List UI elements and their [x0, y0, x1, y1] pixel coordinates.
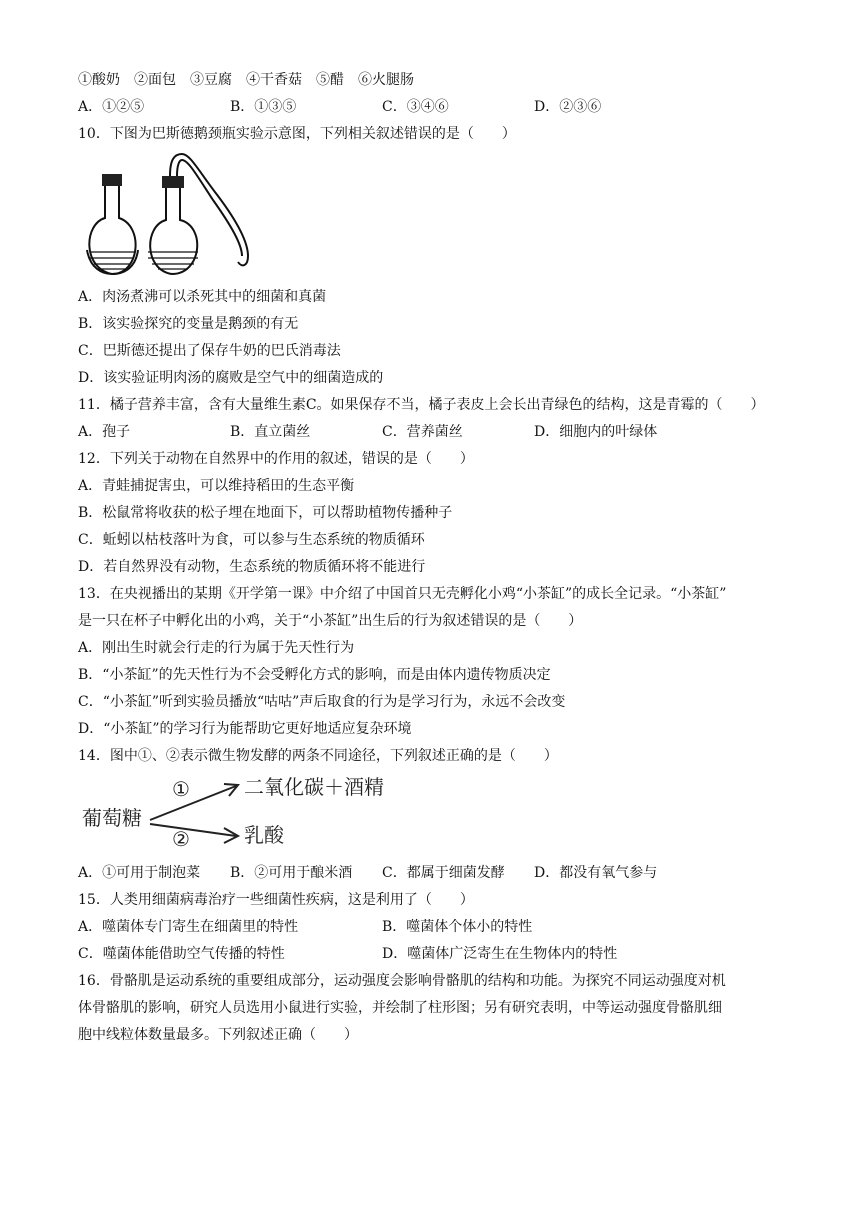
q15-stem: 15．人类用细菌病毒治疗一些细菌性疾病，这是利用了（ ）: [78, 892, 474, 908]
q9-items: ①酸奶 ②面包 ③豆腐 ④干香菇 ⑤醋 ⑥火腿肠: [78, 72, 414, 88]
q12-option-d: D．若自然界没有动物，生态系统的物质循环将不能进行: [78, 559, 426, 575]
q14-option-a: A．①可用于制泡菜: [78, 865, 201, 881]
q14-option-b: B．②可用于酿米酒: [230, 865, 353, 881]
q15-option-d: D．噬菌体广泛寄生在生物体内的特性: [382, 946, 618, 962]
q9-option-d: D．②③⑥: [534, 99, 602, 115]
path2-arrow-line: [150, 824, 236, 836]
q13-option-b: B．“小茶缸”的先天性行为不会受孵化方式的影响，而是由体内遗传物质决定: [78, 667, 551, 683]
q11-option-c: C．营养菌丝: [382, 424, 463, 440]
q13-stem-line1: 13．在央视播出的某期《开学第一课》中介绍了中国首只无壳孵化小鸡“小茶缸”的成长全记录。“小茶缸”: [78, 586, 727, 602]
q12-stem: 12．下列关于动物在自然界中的作用的叙述，错误的是（ ）: [78, 451, 474, 467]
q9-option-b: B．①③⑤: [230, 99, 297, 115]
q10-option-c: C．巴斯德还提出了保存牛奶的巴氏消毒法: [78, 343, 341, 359]
q10-option-d: D．该实验证明肉汤的腐败是空气中的细菌造成的: [78, 370, 384, 386]
gooseneck-flask-figure: [78, 150, 258, 280]
q10-option-b: B．该实验探究的变量是鹅颈的有无: [78, 316, 299, 332]
q16-stem-line3: 胞中线粒体数量最多。下列叙述正确（ ）: [78, 1027, 358, 1043]
q11-stem: 11．橘子营养丰富，含有大量维生素C。如果保存不当，橘子表皮上会长出青绿色的结构，这是青霉的（ ）: [78, 397, 765, 413]
q12-option-a: A．青蛙捕捉害虫，可以维持稻田的生态平衡: [78, 478, 355, 494]
q15-option-a: A．噬菌体专门寄生在细菌里的特性: [78, 919, 299, 935]
q13-stem-line2: 是一只在杯子中孵化出的小鸡，关于“小茶缸”出生后的行为叙述错误的是（ ）: [78, 613, 583, 629]
q14-option-c: C．都属于细菌发酵: [382, 865, 505, 881]
q14-option-d: D．都没有氧气参与: [534, 865, 658, 881]
q15-option-c: C．噬菌体能借助空气传播的特性: [78, 946, 285, 962]
q12-option-b: B．松鼠常将收获的松子埋在地面下，可以帮助植物传播种子: [78, 505, 453, 521]
q10-option-a: A．肉汤煮沸可以杀死其中的细菌和真菌: [78, 289, 327, 305]
path2-mark: ②: [172, 827, 190, 851]
q11-option-b: B．直立菌丝: [230, 424, 311, 440]
path1-product: 二氧化碳＋酒精: [244, 775, 384, 799]
path1-mark: ①: [172, 777, 190, 801]
q14-stem: 14．图中①、②表示微生物发酵的两条不同途径，下列叙述正确的是（ ）: [78, 748, 558, 764]
path1-arrow-line: [150, 786, 236, 820]
q13-option-a: A．刚出生时就会行走的行为属于先天性行为: [78, 640, 355, 656]
q9-option-c: C．③④⑥: [382, 99, 449, 115]
q9-option-a: A．①②⑤: [78, 99, 145, 115]
diagram-source-glucose: 葡萄糖: [82, 806, 142, 830]
fermentation-pathway-diagram: [78, 770, 408, 854]
q11-option-d: D．细胞内的叶绿体: [534, 424, 658, 440]
q12-option-c: C．蚯蚓以枯枝落叶为食，可以参与生态系统的物质循环: [78, 532, 425, 548]
q16-stem-line1: 16．骨骼肌是运动系统的重要组成部分，运动强度会影响骨骼肌的结构和功能。为探究不同运动强度对机: [78, 973, 726, 989]
q11-option-a: A．孢子: [78, 424, 131, 440]
path2-product: 乳酸: [244, 823, 284, 847]
q16-stem-line2: 体骨骼肌的影响，研究人员选用小鼠进行实验，并绘制了柱形图；另有研究表明，中等运动强度骨骼肌细: [78, 1000, 722, 1016]
q13-option-d: D．“小茶缸”的学习行为能帮助它更好地适应复杂环境: [78, 721, 412, 737]
q10-stem: 10．下图为巴斯德鹅颈瓶实验示意图，下列相关叙述错误的是（ ）: [78, 126, 516, 142]
q13-option-c: C．“小茶缸”听到实验员播放“咕咕”声后取食的行为是学习行为，永远不会改变: [78, 694, 566, 710]
q15-option-b: B．噬菌体个体小的特性: [382, 919, 533, 935]
